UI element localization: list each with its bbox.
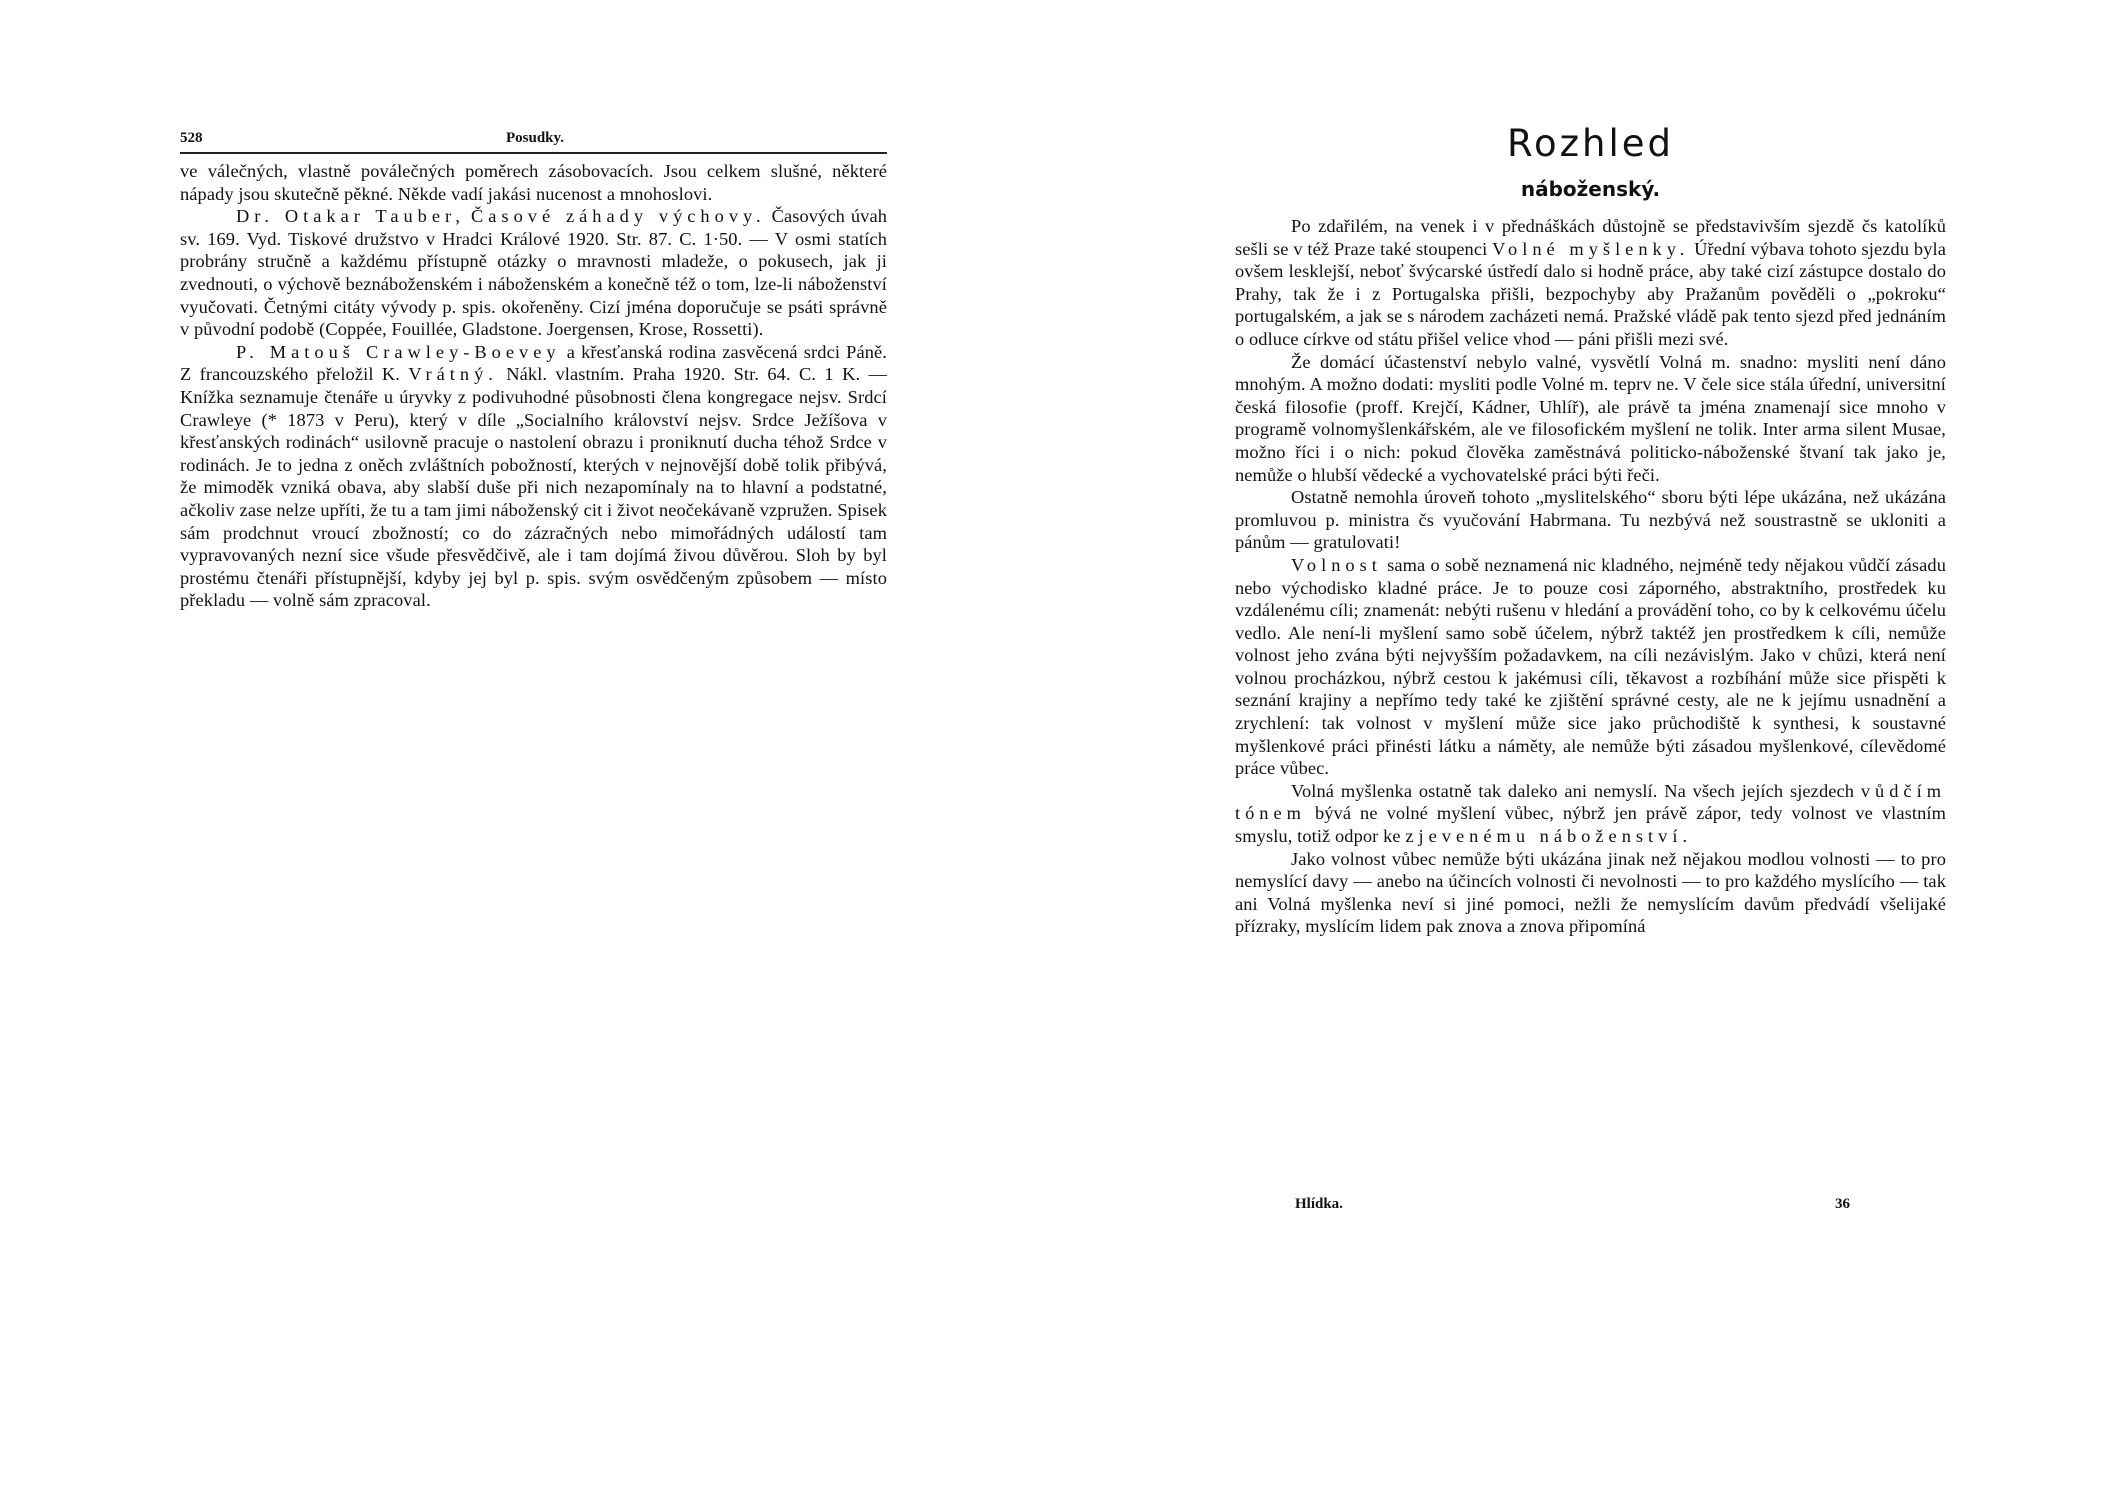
- section-title: Rozhled: [1506, 122, 1675, 165]
- paragraph: Jako volnost vůbec nemůže býti ukázána jinak než nějakou modlou volnosti — to pro nemyslící davy — anebo na účincích volnosti či nevolnosti — to pro každého myslícího — tak ani Volná myšlenka neví si jiné pomoci, nežli že nemyslícím davům předvádí všelijaké přízraky, myslícím lidem pak znova a znova připomíná: [1235, 848, 1946, 937]
- review-work: Časové záhady výchovy.: [470, 206, 766, 227]
- right-page: [1059, 0, 2118, 1500]
- section-subtitle: náboženský.: [1520, 177, 1661, 201]
- paragraph-text: sama o sobě neznamená nic kladného, nejméně tedy nějakou vůdčí zásadu nebo východisko kladné práce. Je to pouze cosi záporného, abstraktního, prostředek ku vzdálenému cíli; znamenát: nebýti rušenu v hledání a provádění toho, co by k celkovému účelu vedlo. Ale není-li myšlení samo sobě účelem, nýbrž taktéž jen prostředkem k cíli, nemůže volnost jeho zvána býti nejvyšším požadavkem, na cíli nezávislým. Jako v chůzi, která není volnou procházkou, nýbrž cestou k jakémusi cíli, těkavost a rozbíhání může sice přispěti k seznání krajiny a nepřímo tedy také ke zjištění správné cesty, ale ne k jejímu usnadnění a zrychlení: tak volnost v myšlení může sice jako průchodiště k synthesi, k soustavné myšlenkové práci přinésti látku a náměty, ale nemůže býti zásadou myšlenkové, cílevědomé práce vůbec.: [1235, 554, 1946, 779]
- review-author: P. Matouš Crawley-Boevey: [236, 341, 561, 362]
- review-crawley: [180, 341, 887, 612]
- review-translator: Vrátný.: [408, 364, 498, 385]
- emphasis: Volné myšlenky.: [1492, 238, 1690, 259]
- paragraph: [1235, 215, 1946, 351]
- review-tauber: [180, 205, 887, 341]
- footer-signature: Hlídka.: [1295, 1196, 1343, 1212]
- page-header: [180, 130, 887, 154]
- paragraph: [1235, 554, 1946, 780]
- right-column: [1235, 215, 1946, 938]
- paragraph-text: bývá ne volné myšlení vůbec, nýbrž jen právě zápor, tedy volnost ve vlastním smyslu, totiž odpor ke: [1235, 803, 1946, 847]
- footer-sheet-number: 36: [1835, 1196, 1850, 1212]
- paragraph-text: Volná myšlenka ostatně tak daleko ani nemyslí. Na všech jejích sjezdech: [1291, 780, 1855, 801]
- review-text: Časových úvah sv. 169. Vyd. Tiskové družstvo v Hradci Králové 1920. Str. 87. C. 1·50. — V osmi statích probrány stručně a každému přístupně otázky o mravnosti mladeže, o pokusech, jak ji zvednouti, o výchově beznáboženském i náboženském a konečně též o tom, lze-li náboženství vyučovati. Četnými citáty vývody p. spis. okořeněny. Cizí jména doporučuje se psáti správně v původní podobě (Coppée, Fouillée, Gladstone. Joergensen, Krose, Rossetti).: [180, 206, 887, 340]
- paragraph: ve válečných, vlastně poválečných poměrech zásobovacích. Jsou celkem slušné, některé nápady jsou skutečně pěkné. Někde vadí jakási nucenost a mnohoslovi.: [180, 161, 887, 204]
- emphasis: vůdčím tónem: [1235, 780, 1947, 824]
- paragraph: Že domácí účastenství nebylo valné, vysvětlí Volná m. snadno: mysliti není dáno mnohým. A možno dodati: mysliti podle Volné m. teprv ne. V čele sice stála úřední, universitní česká filosofie (proff. Krejčí, Kádner, Uhlíř), ale právě ta jména znamenají sice mnoho v programě volnomyšlenkářském, ale ve filosofickém myšlení ne tolik. Inter arma silent Musae, možno říci i o nich: pokud člověka zaměstnává politicko-náboženské štvaní tak jako je, nemůže o hlubší vědecké a vychovatelské práci býti řeči.: [1235, 351, 1946, 485]
- paragraph: [1235, 780, 1946, 848]
- review-text-cont: Nákl. vlastním. Praha 1920. Str. 64. C. 1 K. — Knížka seznamuje čtenáře u úryvky z podivuhodné působnosti člena kongregace nejsv. Srdcí Crawleye (* 1873 v Peru), který v díle „Socialního království nejsv. Srdce Ježíšova v křesťanských rodinách“ usilovně pracuje o nastolení obrazu i proniknutí ducha téhož Srdce v rodinách. Je to jedna z oněch zvláštních pobožností, kterých v nejnovější době tolik přibývá, že mimoděk vzniká obava, aby slabší duše při nich nezapomínaly na to hlavní a podstatné, ačkoliv zase nelze upříti, že tu a tam jimi náboženský cit i život neočekávaně vzpružen. Spisek sám prodchnut vroucí zbožností; co do zázračných nebo mimořádných událostí tam vypravovaných nezní sice všude přesvědčivě, ale i tam dojímá živou důvěrou. Sloh by byl prostému čtenáři přístupnější, kdyby jej byl p. spis. svým osvědčeným způsobem — místo překladu — volně sám zpracoval.: [180, 364, 887, 611]
- emphasis: Volnost: [1291, 554, 1382, 575]
- left-column: [180, 160, 887, 612]
- paragraph-text: Úřední výbava tohoto sjezdu byla ovšem lesklejší, neboť švýcarské ústředí dalo si hodně práce, aby také cizí zástupce dostalo do Prahy, tak že i z Portugalska přišli, bezpochyby aby Pražanům pověděli o „pokroku“ portugalském, a jak se s národem zacházeti nemá. Pražské vládě pak tento sjezd před jednáním o odluce církve od státu přišel velice vhod — páni přišli mezi své.: [1235, 238, 1946, 349]
- page-number: 528: [180, 130, 203, 146]
- emphasis: zjevenému náboženství.: [1405, 826, 1693, 847]
- paragraph-text: Po zdařilém, na venek i v přednáškách důstojně se představivším sjezdě čs katolíků sešli se v též Praze také stoupenci: [1235, 216, 1946, 259]
- review-text: a křesťanská rodina zasvěcená srdci Páně. Z francouzského přeložil K.: [180, 341, 887, 385]
- running-title: Posudky.: [506, 130, 564, 146]
- paragraph: Ostatně nemohla úroveň tohoto „myslitelského“ sboru býti lépe ukázána, než ukázána promluvou p. ministra čs vyučování Habrmana. Tu nezbývá než soustrastně se ukloniti a pánům — gratulovati!: [1235, 487, 1946, 553]
- review-author: Dr. Otakar Tauber,: [236, 206, 466, 227]
